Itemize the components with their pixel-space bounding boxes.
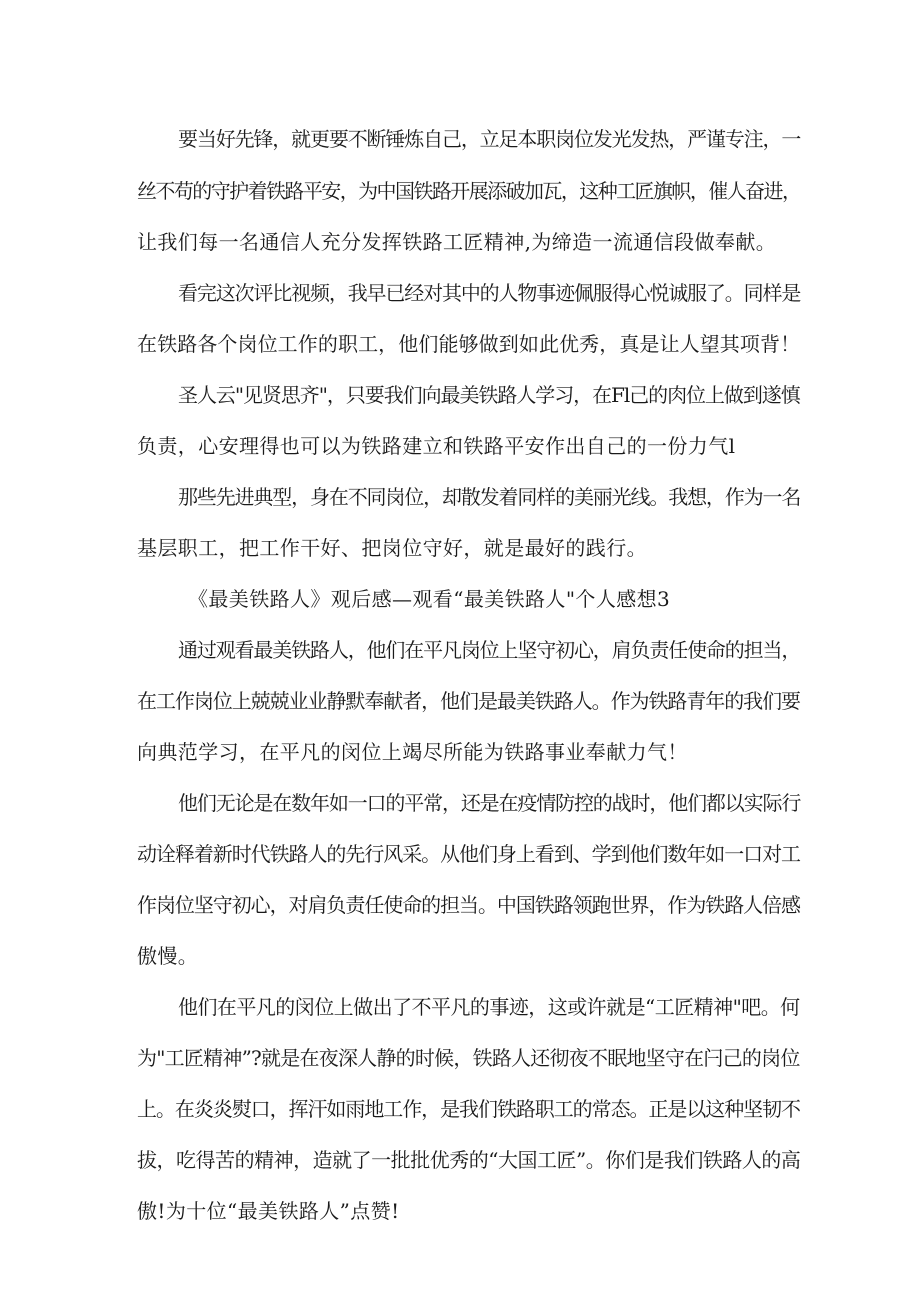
text-line: 丝不苟的守护着铁路平安，为中国铁路开展添破加瓦，这种工匠旗帜，催人奋进，	[137, 179, 801, 203]
text-line: 动诠释着新时代铁路人的先行风采。从他们身上看到、学到他们数年如一口对工	[137, 842, 800, 866]
text-line: 让我们每一名通信人充分发挥铁路工匠精神,为缔造一流通信段做奉献。	[137, 230, 777, 254]
text-line: 要当好先锋，就更要不断锤炼自己，立足本职岗位发光发热，严谨专注，一	[178, 127, 801, 151]
text-line: 傲慢。	[137, 944, 199, 968]
text-line: 基层职工，把工作干好、把岗位守好，就是最好的践行。	[137, 536, 647, 560]
text-line: 拔，吃得苦的精神，造就了一批批优秀的“大国工匠”。你们是我们铁路人的高	[137, 1148, 801, 1172]
text-line: 他们无论是在数年如一口的平常，还是在疫情防控的战时，他们都以实际行	[178, 791, 801, 815]
text-line: 上。在炎炎熨口，挥汗如雨地工作，是我们铁路职工的常态。正是以这种坚韧不	[137, 1097, 800, 1121]
text-line: 圣人云"见贤思齐"，只要我们向最美铁路人学习，在Fl己的肉位上做到遂慎	[178, 383, 800, 407]
text-line: 向典范学习，在平凡的闵位上竭尽所能为铁路事业奉献力气！	[137, 740, 688, 764]
text-line: 为"工匠精神”?就是在夜深人静的时候，铁路人还彻夜不眠地坚守在闩己的岗位	[137, 1046, 800, 1070]
text-line: 在铁路各个岗位工作的职工，他们能够做到如此优秀，真是让人望其项背！	[137, 332, 801, 356]
text-line: 他们在平凡的闵位上做出了不平凡的事迹，这或许就是“工匠精神"吧。何	[178, 995, 800, 1019]
text-line: 作岗位坚守初心，对肩负责任使命的担当。中国铁路领跑世界，作为铁路人倍感	[137, 893, 800, 917]
text-line: 看完这次评比视频，我早已经对其中的人物事迹佩服得心悦诚服了。同样是	[178, 281, 801, 305]
text-line: 负责，心安理得也可以为铁路建立和铁路平安作出自己的一份力气l	[137, 434, 736, 458]
section-heading: 《最美铁路人》观后感—观看“最美铁路人"个人感想3	[188, 587, 671, 611]
text-line: 通过观看最美铁路人，他们在平凡岗位上坚守初心，肩负责任使命的担当，	[178, 638, 801, 662]
text-line: 在工作岗位上兢兢业业静默奉献者，他们是最美铁路人。作为铁路青年的我们要	[137, 689, 800, 713]
text-line: 那些先进典型，身在不同岗位，却散发着同样的美丽光线。我想，作为一名	[178, 485, 801, 509]
text-line: 傲!为十位“最美铁路人”点赞!	[137, 1199, 400, 1223]
